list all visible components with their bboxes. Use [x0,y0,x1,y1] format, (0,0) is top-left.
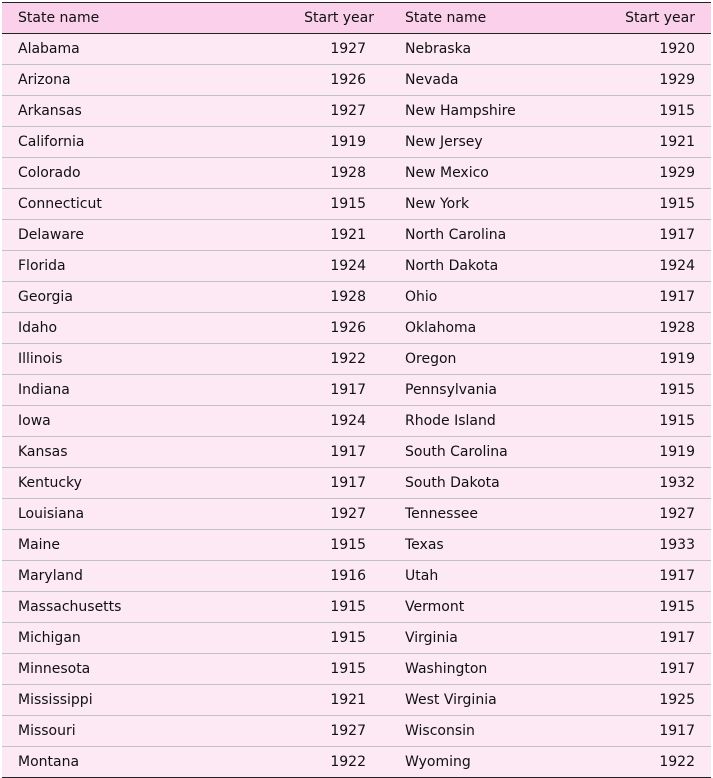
left-year-cell: 1917 [196,375,389,406]
left-state-cell: Michigan [2,623,196,654]
table-row [2,623,711,654]
left-state-cell: Alabama [2,34,196,65]
left-year-cell: 1915 [196,189,389,220]
left-state-cell: Delaware [2,220,196,251]
table-row [2,344,711,375]
right-year-cell: 1919 [583,437,711,468]
right-year-cell: 1915 [583,189,711,220]
table-row [2,406,711,437]
table-row [2,592,711,623]
table-row [2,127,711,158]
right-state-cell: Tennessee [389,499,583,530]
left-year-cell: 1927 [196,499,389,530]
right-year-cell: 1929 [583,158,711,189]
left-state-cell: Idaho [2,313,196,344]
right-state-cell: New Jersey [389,127,583,158]
right-state-cell: Utah [389,561,583,592]
left-state-cell: Maine [2,530,196,561]
right-state-cell: Rhode Island [389,406,583,437]
table-row [2,530,711,561]
left-year-cell: 1926 [196,313,389,344]
left-state-cell: Missouri [2,716,196,747]
header-start-year-right: Start year [583,3,711,34]
right-year-cell: 1917 [583,654,711,685]
left-year-cell: 1924 [196,406,389,437]
right-state-cell: West Virginia [389,685,583,716]
table-row [2,313,711,344]
left-state-cell: Massachusetts [2,592,196,623]
left-state-cell: Arkansas [2,96,196,127]
table-row [2,437,711,468]
table-row [2,499,711,530]
table-row [2,654,711,685]
left-year-cell: 1915 [196,530,389,561]
left-year-cell: 1915 [196,592,389,623]
table-row [2,220,711,251]
left-year-cell: 1927 [196,716,389,747]
table-row [2,375,711,406]
right-year-cell: 1915 [583,406,711,437]
table-row [2,747,711,778]
left-state-cell: Colorado [2,158,196,189]
right-year-cell: 1917 [583,282,711,313]
left-state-cell: Mississippi [2,685,196,716]
left-state-cell: Minnesota [2,654,196,685]
table-row [2,189,711,220]
right-year-cell: 1919 [583,344,711,375]
table-row [2,468,711,499]
left-state-cell: Indiana [2,375,196,406]
right-state-cell: Ohio [389,282,583,313]
left-state-cell: Iowa [2,406,196,437]
left-state-cell: Maryland [2,561,196,592]
left-state-cell: Kentucky [2,468,196,499]
table-row [2,685,711,716]
left-year-cell: 1921 [196,685,389,716]
right-year-cell: 1915 [583,96,711,127]
header-start-year-left: Start year [196,3,389,34]
left-year-cell: 1926 [196,65,389,96]
left-state-cell: Florida [2,251,196,282]
right-year-cell: 1921 [583,127,711,158]
right-year-cell: 1933 [583,530,711,561]
left-year-cell: 1928 [196,158,389,189]
table-row [2,251,711,282]
left-state-cell: Connecticut [2,189,196,220]
left-year-cell: 1921 [196,220,389,251]
table-row [2,282,711,313]
left-year-cell: 1915 [196,654,389,685]
right-state-cell: New York [389,189,583,220]
left-year-cell: 1924 [196,251,389,282]
header-state-name-left: State name [2,3,196,34]
right-state-cell: Oregon [389,344,583,375]
table-body [2,34,711,778]
right-state-cell: Nevada [389,65,583,96]
left-state-cell: Louisiana [2,499,196,530]
right-state-cell: Nebraska [389,34,583,65]
state-start-year-table-container [2,2,711,778]
right-state-cell: Wyoming [389,747,583,778]
left-year-cell: 1927 [196,34,389,65]
table-row [2,561,711,592]
right-year-cell: 1920 [583,34,711,65]
left-year-cell: 1927 [196,96,389,127]
right-year-cell: 1915 [583,375,711,406]
left-state-cell: Georgia [2,282,196,313]
left-year-cell: 1928 [196,282,389,313]
left-year-cell: 1922 [196,344,389,375]
right-year-cell: 1925 [583,685,711,716]
table-row [2,96,711,127]
left-state-cell: Kansas [2,437,196,468]
right-year-cell: 1932 [583,468,711,499]
left-year-cell: 1922 [196,747,389,778]
right-year-cell: 1929 [583,65,711,96]
left-state-cell: Montana [2,747,196,778]
right-year-cell: 1917 [583,561,711,592]
table-row [2,716,711,747]
right-state-cell: North Carolina [389,220,583,251]
left-year-cell: 1916 [196,561,389,592]
right-state-cell: Pennsylvania [389,375,583,406]
right-state-cell: Oklahoma [389,313,583,344]
right-year-cell: 1917 [583,623,711,654]
left-year-cell: 1919 [196,127,389,158]
right-state-cell: Washington [389,654,583,685]
right-state-cell: Virginia [389,623,583,654]
right-state-cell: New Mexico [389,158,583,189]
table-row [2,158,711,189]
right-year-cell: 1917 [583,716,711,747]
left-year-cell: 1917 [196,468,389,499]
table-row [2,65,711,96]
left-state-cell: Illinois [2,344,196,375]
right-state-cell: Wisconsin [389,716,583,747]
right-state-cell: North Dakota [389,251,583,282]
right-year-cell: 1927 [583,499,711,530]
right-year-cell: 1922 [583,747,711,778]
left-year-cell: 1915 [196,623,389,654]
right-year-cell: 1915 [583,592,711,623]
right-year-cell: 1917 [583,220,711,251]
right-state-cell: New Hampshire [389,96,583,127]
right-state-cell: Vermont [389,592,583,623]
left-year-cell: 1917 [196,437,389,468]
table-row [2,34,711,65]
right-year-cell: 1924 [583,251,711,282]
right-year-cell: 1928 [583,313,711,344]
state-start-year-table [2,2,711,778]
right-state-cell: South Dakota [389,468,583,499]
right-state-cell: Texas [389,530,583,561]
table-header-row [2,3,711,34]
left-state-cell: California [2,127,196,158]
left-state-cell: Arizona [2,65,196,96]
header-state-name-right: State name [389,3,583,34]
right-state-cell: South Carolina [389,437,583,468]
